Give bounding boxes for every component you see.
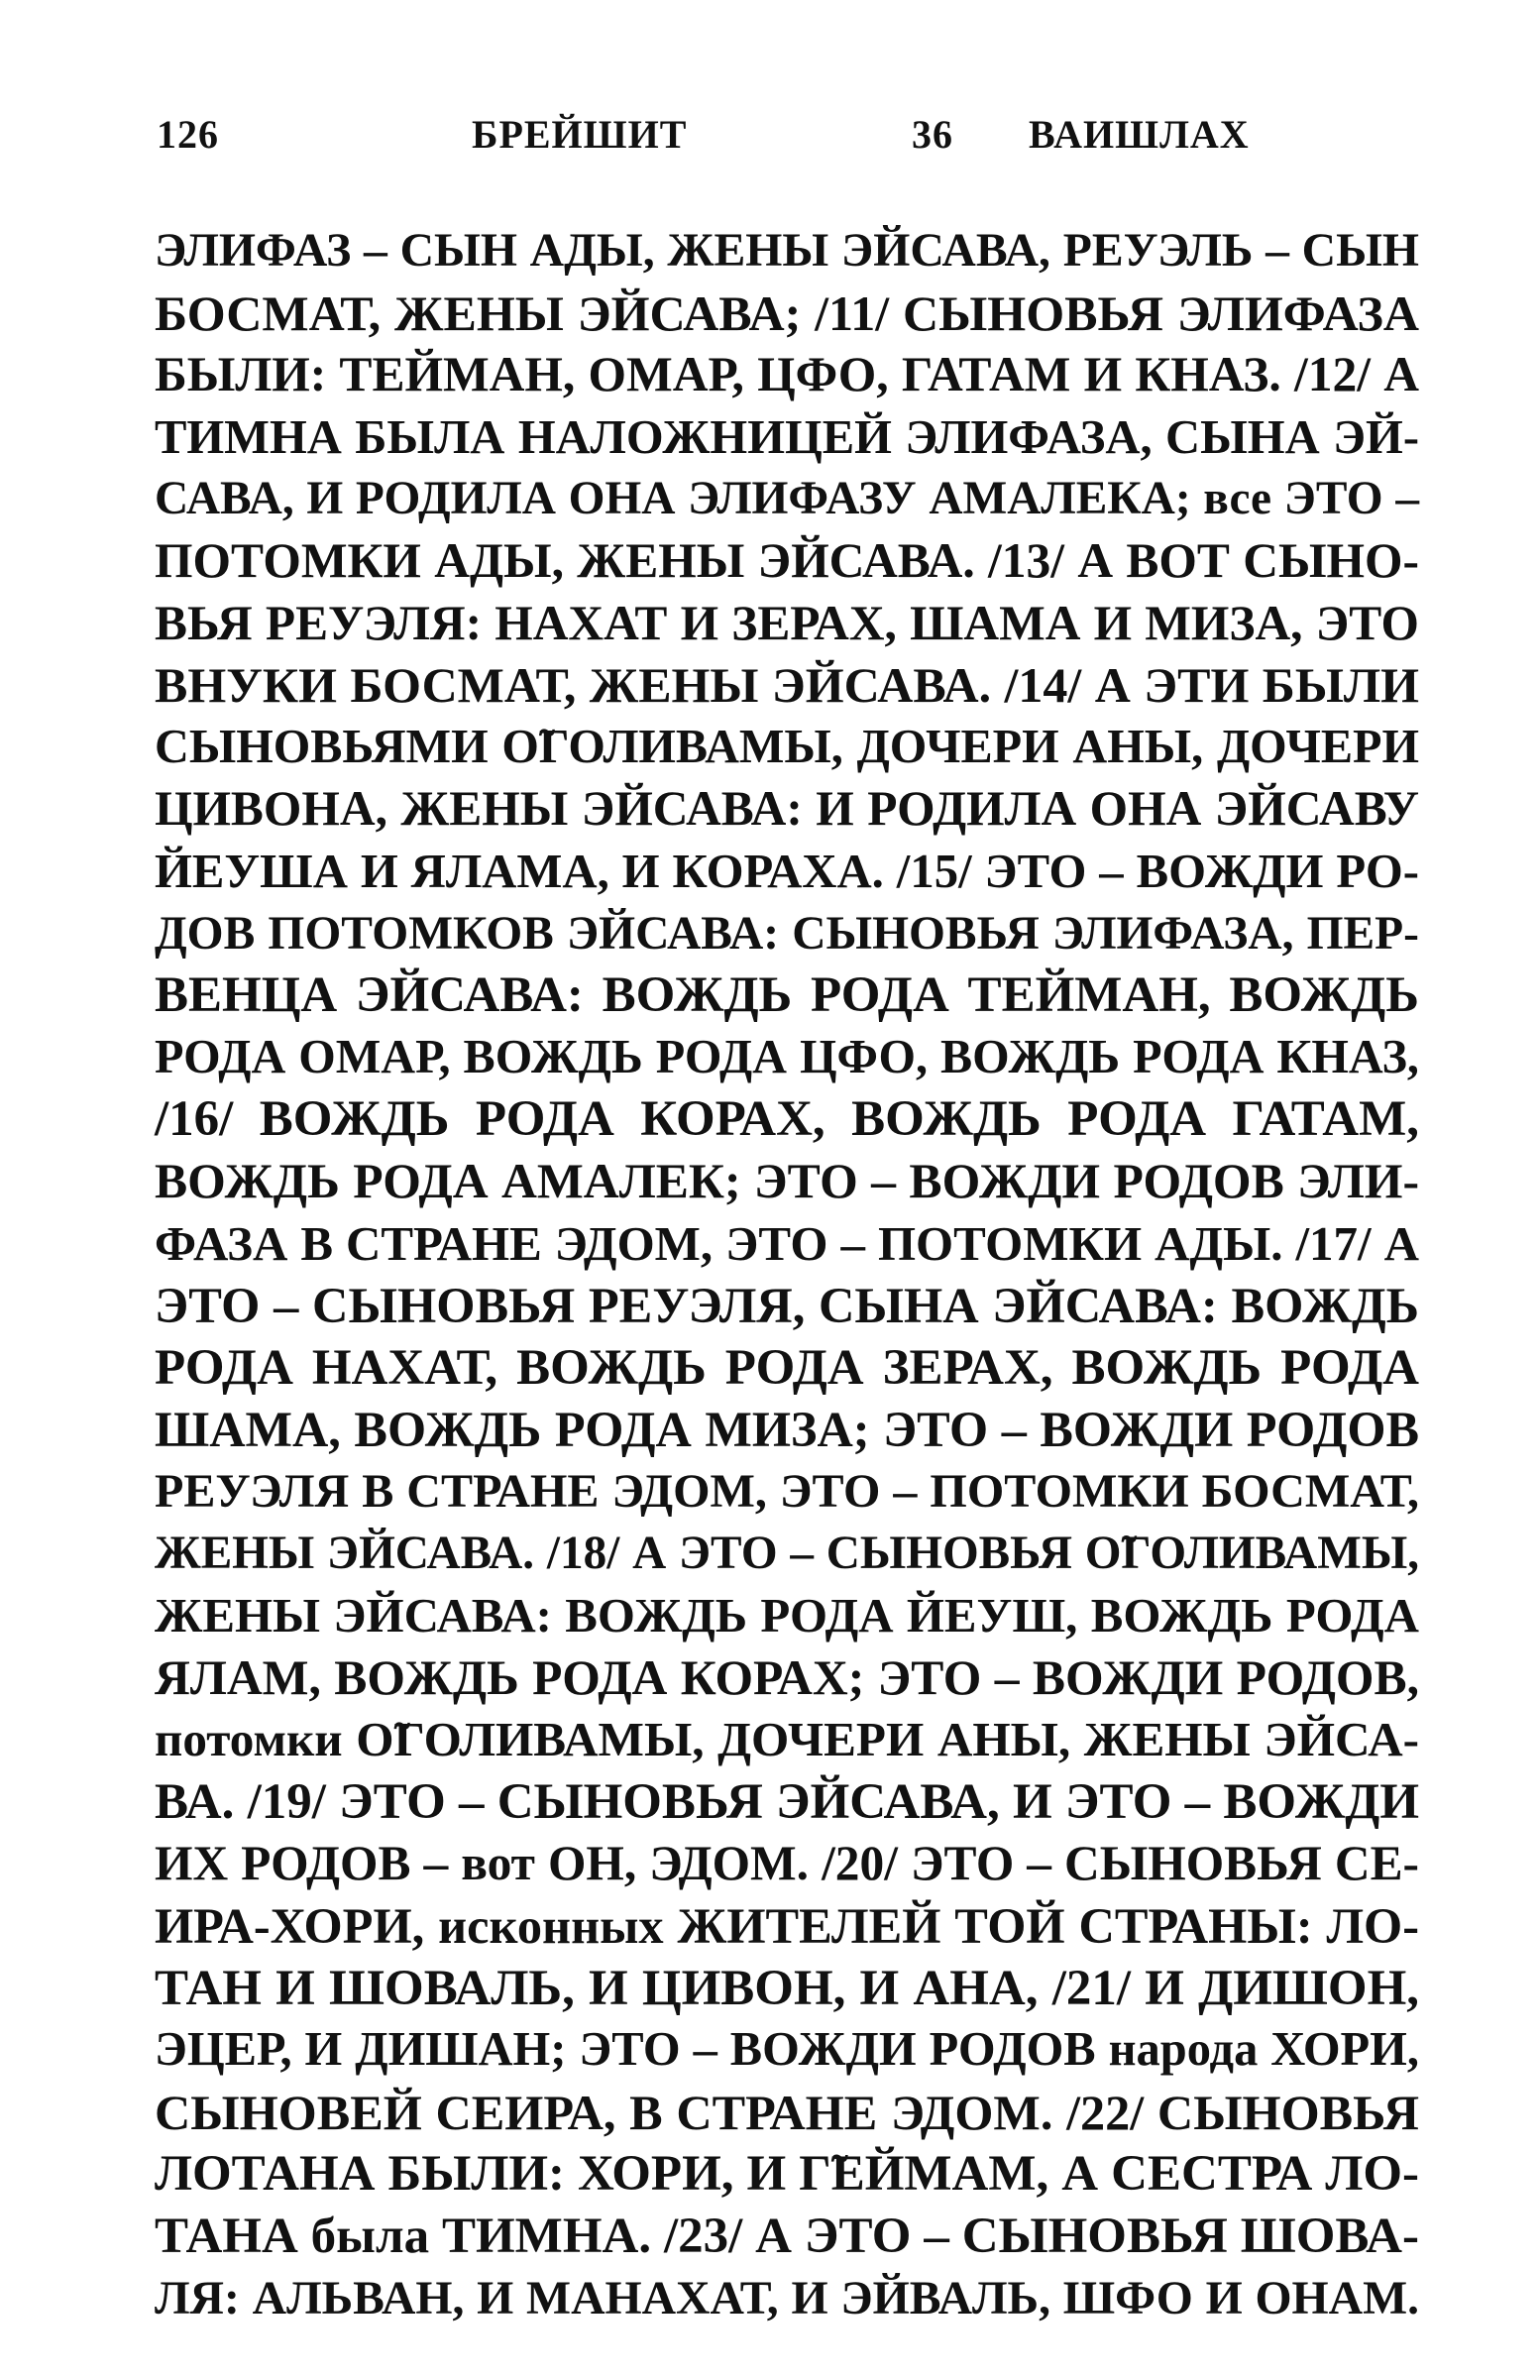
- text-line: ЛЯ: АЛЬВАН, И МАНАХАТ, И ЭЙВАЛЬ, ШФО И ОНАМ.: [155, 2271, 1419, 2324]
- text-line: РОДА НАХАТ, ВОЖДЬ РОДА ЗЕРАХ, ВОЖДЬ РОДА: [155, 1339, 1419, 1396]
- text-line: ИРА-ХОРИ, исконных ЖИТЕЛЕЙ ТОЙ СТРАНЫ: ЛО-: [155, 1898, 1419, 1955]
- body-text: [155, 220, 1419, 2329]
- text-line: СЫНОВЬЯМИ О̃ГОЛИВАМЫ, ДОЧЕРИ АНЫ, ДОЧЕРИ: [155, 720, 1419, 773]
- text-line: ЖЕНЫ ЭЙСАВА. /18/ А ЭТО – СЫНОВЬЯ О̃ГОЛИВАМЫ,: [155, 1528, 1419, 1580]
- text-line: ВНУКИ БОСМАТ, ЖЕНЫ ЭЙСАВА. /14/ А ЭТИ БЫЛИ: [155, 657, 1419, 714]
- book-title: БРЕЙШИТ: [472, 112, 688, 157]
- text-line: ЦИВОНА, ЖЕНЫ ЭЙСАВА: И РОДИЛА ОНА ЭЙСАВУ: [155, 781, 1419, 837]
- text-line: РЕУЭЛЯ В СТРАНЕ ЭДОМ, ЭТО – ПОТОМКИ БОСМАТ,: [155, 1464, 1419, 1518]
- text-line: ШАМА, ВОЖДЬ РОДА МИЗА; ЭТО – ВОЖДИ РОДОВ: [155, 1402, 1419, 1458]
- text-line: ИХ РОДОВ – вот ОН, ЭДОМ. /20/ ЭТО – СЫНОВЬЯ СЕ-: [155, 1836, 1419, 1891]
- parasha-name: ВАИШЛАХ: [1029, 112, 1250, 157]
- text-line: ЭЦЕР, И ДИШАН; ЭТО – ВОЖДИ РОДОВ народа ХОРИ,: [155, 2023, 1419, 2077]
- text-line: ДОВ ПОТОМКОВ ЭЙСАВА: СЫНОВЬЯ ЭЛИФАЗА, ПЕР-: [155, 907, 1419, 960]
- text-line: БОСМАТ, ЖЕНЫ ЭЙСАВА; /11/ СЫНОВЬЯ ЭЛИФАЗА: [155, 284, 1419, 341]
- running-header: [157, 111, 1415, 170]
- text-line: ПОТОМКИ АДЫ, ЖЕНЫ ЭЙСАВА. /13/ А ВОТ СЫНО-: [155, 532, 1419, 588]
- text-line: ФАЗА В СТРАНЕ ЭДОМ, ЭТО – ПОТОМКИ АДЫ. /17/ А: [155, 1215, 1419, 1271]
- chapter-number: 36: [912, 112, 953, 157]
- text-line: ЖЕНЫ ЭЙСАВА: ВОЖДЬ РОДА ЙЕУШ, ВОЖДЬ РОДА: [155, 1588, 1419, 1643]
- text-line: ВЕНЦА ЭЙСАВА: ВОЖДЬ РОДА ТЕЙМАН, ВОЖДЬ: [155, 967, 1419, 1024]
- text-line: БЫЛИ: ТЕЙМАН, ОМАР, ЦФО, ГАТАМ И КНАЗ. /12/ А: [155, 347, 1419, 402]
- text-line: ТАН И ШОВАЛЬ, И ЦИВОН, И АНА, /21/ И ДИШОН,: [155, 1960, 1419, 2016]
- text-line: ВА. /19/ ЭТО – СЫНОВЬЯ ЭЙСАВА, И ЭТО – ВОЖДИ: [155, 1773, 1419, 1830]
- page-number: 126: [157, 112, 219, 157]
- text-line: САВА, И РОДИЛА ОНА ЭЛИФАЗУ АМАЛЕКА; все ЭТО –: [155, 473, 1419, 525]
- text-line: ЭТО – СЫНОВЬЯ РЕУЭЛЯ, СЫНА ЭЙСАВА: ВОЖДЬ: [155, 1278, 1419, 1334]
- text-line: ЭЛИФАЗ – СЫН АДЫ, ЖЕНЫ ЭЙСАВА, РЕУЭЛЬ – СЫН: [155, 225, 1419, 277]
- text-line: ТАНА была ТИМНА. /23/ А ЭТО – СЫНОВЬЯ ШОВА-: [155, 2209, 1419, 2264]
- text-line: РОДА ОМАР, ВОЖДЬ РОДА ЦФО, ВОЖДЬ РОДА КНАЗ,: [155, 1030, 1419, 1083]
- text-line: ЛОТАНА БЫЛИ: ХОРИ, И Г̃ЕЙМАМ, А СЕСТРА ЛО-: [155, 2146, 1419, 2203]
- text-line: ВЬЯ РЕУЭЛЯ: НАХАТ И ЗЕРАХ, ШАМА И МИЗА, ЭТО: [155, 595, 1419, 650]
- text-line: СЫНОВЕЙ СЕИРА, В СТРАНЕ ЭДОМ. /22/ СЫНОВЬЯ: [155, 2084, 1419, 2140]
- text-line: ЙЕУША И ЯЛАМА, И КОРАХА. /15/ ЭТО – ВОЖДИ РО-: [155, 844, 1419, 898]
- text-line: ЯЛАМ, ВОЖДЬ РОДА КОРАХ; ЭТО – ВОЖДИ РОДОВ,: [155, 1649, 1419, 1705]
- text-line: /16/ ВОЖДЬ РОДА КОРАХ, ВОЖДЬ РОДА ГАТАМ,: [155, 1091, 1419, 1148]
- text-line: ТИМНА БЫЛА НАЛОЖНИЦЕЙ ЭЛИФАЗА, СЫНА ЭЙ-: [155, 409, 1419, 464]
- text-line: потомки О̃ГОЛИВАМЫ, ДОЧЕРИ АНЫ, ЖЕНЫ ЭЙСА-: [155, 1712, 1419, 1767]
- text-line: ВОЖДЬ РОДА АМАЛЕК; ЭТО – ВОЖДИ РОДОВ ЭЛИ-: [155, 1153, 1419, 1208]
